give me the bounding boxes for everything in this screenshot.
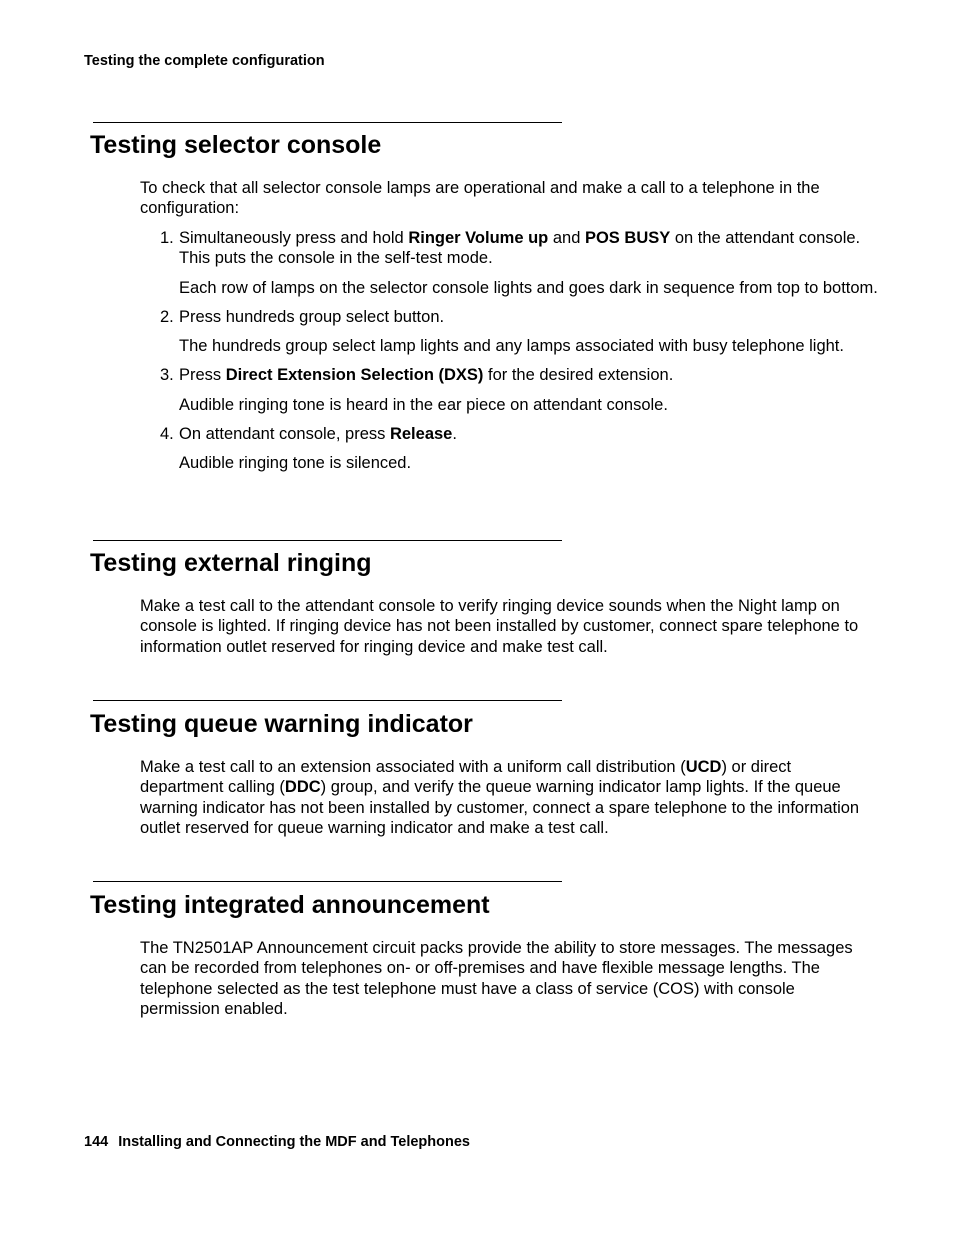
section-title: Testing selector console bbox=[90, 131, 382, 159]
page-number: 144 bbox=[84, 1134, 109, 1150]
step-instruction: Press hundreds group select button. bbox=[179, 307, 445, 326]
step-instruction: Press Direct Extension Selection (DXS) for the desired extension. bbox=[179, 366, 674, 385]
section-body: The TN2501AP Announcement circuit packs provide the ability to store messages. The messages can be recorded from telephones on- or off-premises and have flexible message lengths. The telephone selected as the test telephone must have a class of service (COS) with console permission enabled. bbox=[140, 939, 853, 1018]
steps-list bbox=[140, 228, 880, 474]
section-rule bbox=[93, 540, 562, 541]
section-intro: To check that all selector console lamps are operational and make a call to a telephone in the configuration: bbox=[140, 179, 820, 218]
section-title: Testing integrated announcement bbox=[90, 891, 490, 919]
section-rule bbox=[93, 700, 562, 701]
step-number: 3. bbox=[160, 366, 174, 385]
section-title: Testing external ringing bbox=[90, 549, 372, 577]
section-title: Testing queue warning indicator bbox=[90, 710, 473, 738]
step-number: 2. bbox=[160, 307, 174, 326]
step-note: The hundreds group select lamp lights and any lamps associated with busy telephone light. bbox=[179, 337, 844, 356]
section-rule bbox=[93, 881, 562, 882]
step-instruction: On attendant console, press Release. bbox=[179, 425, 457, 444]
section-body: Make a test call to the attendant console to verify ringing device sounds when the Night lamp on console is lighted. If ringing device has not been installed by customer, connect spare telephone to information outlet reserved for ringing device and make test call. bbox=[140, 597, 859, 656]
list-item bbox=[140, 365, 880, 415]
step-note: Each row of lamps on the selector console lights and goes dark in sequence from top to bottom. bbox=[179, 278, 878, 297]
section-body: Make a test call to an extension associated with a uniform call distribution (UCD) or direct department calling (DDC) group, and verify the queue warning indicator lamp lights. If the queue warning indicator has not been installed by customer, connect a spare telephone to the information outlet reserved for queue warning indicator and make a test call. bbox=[140, 758, 860, 837]
step-number: 4. bbox=[160, 425, 174, 444]
step-note: Audible ringing tone is heard in the ear piece on attendant console. bbox=[179, 395, 668, 414]
section-rule bbox=[93, 122, 562, 123]
running-header: Testing the complete configuration bbox=[84, 53, 325, 69]
step-number: 1. bbox=[160, 229, 174, 247]
book-title: Installing and Connecting the MDF and Telephones bbox=[118, 1134, 470, 1150]
step-instruction: Simultaneously press and hold Ringer Volume up and POS BUSY on the attendant console. This puts the console in the self-test mode. bbox=[179, 229, 861, 268]
list-item bbox=[140, 228, 880, 298]
list-item bbox=[140, 424, 880, 474]
list-item bbox=[140, 307, 880, 357]
step-note: Audible ringing tone is silenced. bbox=[179, 454, 412, 473]
page-footer bbox=[84, 1134, 470, 1151]
